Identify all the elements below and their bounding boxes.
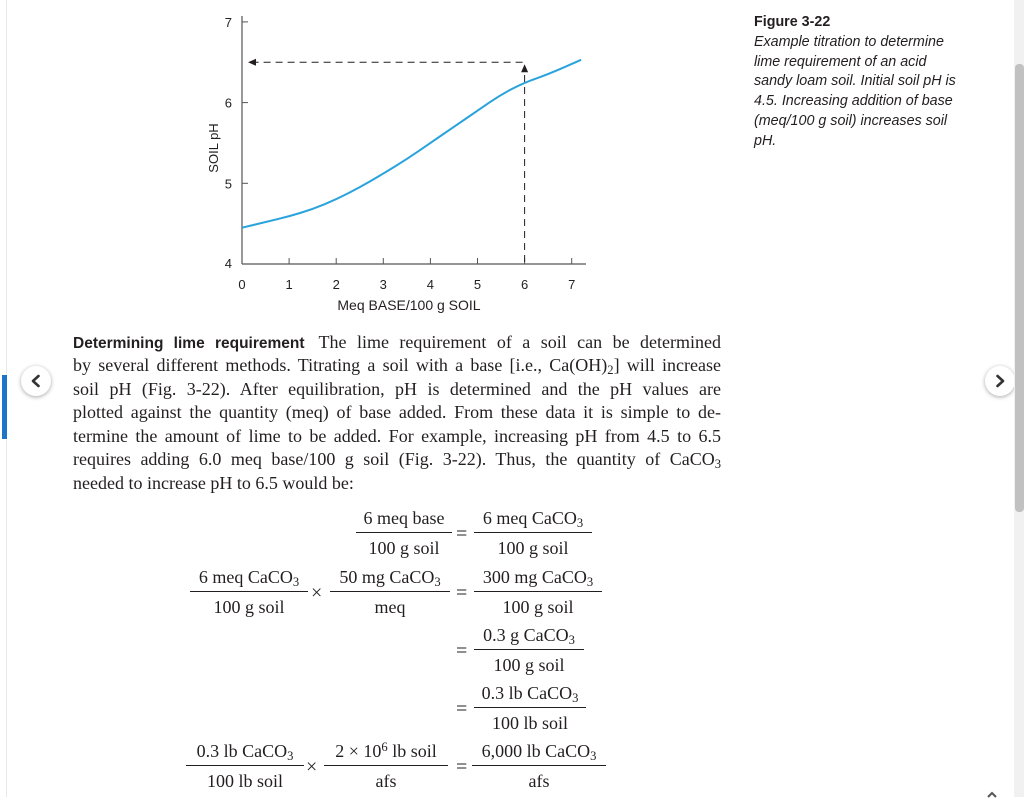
denominator: 100 lb soil — [491, 713, 568, 733]
fraction — [190, 566, 308, 618]
numerator: 6 meq base — [356, 507, 452, 533]
chart-ticks — [225, 15, 576, 292]
denominator: meq — [374, 597, 406, 617]
numerator — [474, 566, 602, 592]
numerator — [324, 740, 448, 766]
chart-axes — [242, 16, 586, 264]
chart-annotation — [248, 59, 528, 262]
denominator: afs — [375, 771, 397, 791]
equals-sign: = — [456, 582, 468, 604]
numerator-text: 6,000 lb CaCO — [481, 741, 591, 761]
figure-caption — [754, 13, 964, 152]
numerator-text: 50 mg CaCO — [339, 567, 435, 587]
numerator — [472, 740, 606, 766]
y-axis-label: SOIL pH — [206, 123, 221, 173]
denominator: 100 g soil — [502, 597, 574, 617]
numerator-text: 2 × 10 — [335, 741, 382, 761]
numerator-text: 6 meq CaCO — [198, 567, 293, 587]
paragraph-line — [73, 331, 721, 356]
section-heading: Determining lime requirement — [73, 335, 305, 352]
subscript: 3 — [586, 575, 594, 589]
paragraph-text: The lime requirement of a soil can be determined — [318, 332, 722, 352]
x-tick-label: 1 — [285, 277, 293, 292]
subscript: 3 — [292, 575, 300, 589]
denominator: 100 g soil — [368, 538, 440, 558]
denominator: 100 g soil — [493, 655, 565, 675]
paragraph-line — [73, 448, 721, 472]
x-tick-label: 5 — [473, 277, 482, 292]
current-page-indicator — [2, 375, 7, 439]
chevron-up-icon — [986, 789, 998, 799]
paragraph-text: by several different methods. Titrating a soil with a base [i.e., Ca(OH) — [73, 355, 608, 375]
superscript: 6 — [381, 740, 388, 754]
subscript: 3 — [434, 575, 441, 589]
paragraph-line: needed to increase pH to 6.5 would be: — [73, 472, 354, 493]
equals-sign: = — [456, 523, 468, 545]
paragraph-line: plotted against the quantity (meq) of base added. From these data it is simple to de- — [73, 402, 721, 422]
denominator: 100 g soil — [497, 538, 569, 558]
numerator-text: 300 mg CaCO — [482, 567, 587, 587]
scroll-up-arrow[interactable] — [986, 786, 998, 804]
equals-sign: = — [456, 756, 468, 778]
times-sign: × — [311, 582, 323, 604]
paragraph-text: requires adding 6.0 meq base/100 g soil (Fig. 3-22). Thus, the quantity of CaCO — [73, 449, 715, 469]
numerator-text: 6 meq CaCO — [482, 508, 577, 528]
fraction — [186, 740, 304, 792]
numerator — [474, 682, 586, 708]
fraction — [324, 740, 448, 792]
subscript: 3 — [287, 749, 294, 763]
x-tick-label: 2 — [332, 277, 340, 292]
paragraph-line: soil pH (Fig. 3-22). After equilibration, pH is determined and the pH values are — [73, 378, 721, 399]
arrowhead-up — [521, 64, 528, 72]
numerator-text: 0.3 lb CaCO — [481, 683, 573, 703]
equals-sign: = — [456, 698, 468, 720]
numerator — [186, 740, 304, 766]
numerator-text: 0.3 g CaCO — [483, 625, 569, 645]
numerator — [330, 566, 450, 592]
fraction — [474, 507, 592, 559]
paragraph-text: ] will increase — [613, 355, 722, 375]
paragraph-line — [73, 354, 721, 378]
fraction — [472, 740, 606, 792]
chevron-right-icon — [993, 374, 1007, 388]
fraction — [356, 507, 452, 559]
numerator-text: lb soil — [387, 741, 437, 761]
y-tick-label: 7 — [224, 14, 232, 30]
denominator: 100 g soil — [213, 597, 285, 617]
subscript: 3 — [590, 749, 597, 763]
scrollbar-thumb[interactable] — [1015, 64, 1024, 512]
y-tick-label: 5 — [224, 176, 232, 192]
x-tick-label: 6 — [520, 277, 529, 292]
denominator: 100 lb soil — [206, 771, 283, 791]
fraction — [330, 566, 450, 618]
subscript: 3 — [572, 691, 579, 705]
times-sign: × — [306, 756, 318, 778]
subscript: 3 — [714, 457, 721, 471]
x-tick-label: 3 — [379, 277, 387, 292]
series-line — [242, 60, 581, 228]
next-page-button[interactable] — [985, 366, 1015, 396]
x-tick-label: 4 — [426, 277, 435, 292]
figure-label: Figure 3-22 — [754, 14, 831, 30]
numerator — [474, 624, 584, 650]
numerator — [474, 507, 592, 533]
paragraph-line: termine the amount of lime to be added. For example, increasing pH from 4.5 to 6.5 — [73, 425, 721, 446]
subscript: 2 — [607, 363, 614, 377]
fraction — [474, 624, 584, 676]
titration-chart — [190, 8, 610, 318]
previous-page-button[interactable] — [21, 366, 51, 396]
numerator-text: 0.3 lb CaCO — [196, 741, 288, 761]
x-axis-label: Meq BASE/100 g SOIL — [337, 297, 481, 313]
figure-caption-text: Example titration to determine lime requirement of an acid sandy loam soil. Initial soil pH is 4.5. Increasing addition of base (meq/100 g soil) increases soil pH. — [754, 33, 956, 149]
chevron-left-icon — [29, 374, 43, 388]
fraction — [474, 682, 586, 734]
fraction — [474, 566, 602, 618]
y-tick-label: 6 — [224, 95, 232, 111]
x-tick-label: 7 — [568, 277, 576, 292]
subscript: 3 — [576, 516, 584, 530]
subscript: 3 — [568, 633, 575, 647]
arrowhead-left — [248, 59, 256, 66]
denominator: afs — [528, 771, 550, 791]
equals-sign: = — [456, 640, 468, 662]
numerator — [190, 566, 308, 592]
x-tick-label: 0 — [238, 277, 246, 292]
y-tick-label: 4 — [224, 256, 232, 271]
